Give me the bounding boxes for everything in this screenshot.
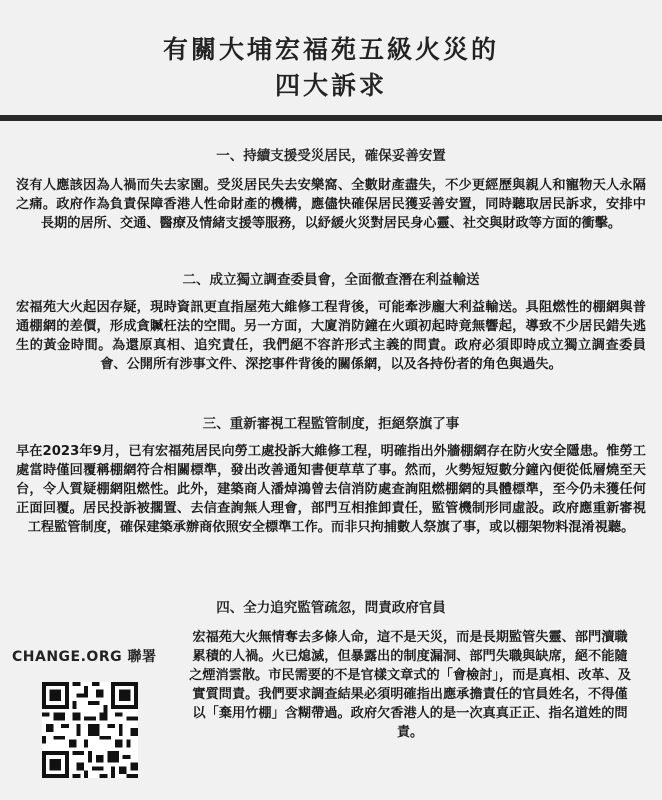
section-4-body: 宏福苑大火無情奪去多條人命，這不是天災，而是長期監管失靈、部門瀆職累積的人禍。火已熄滅，但暴露出的制度漏洞、部門失職與缺席，絕不能隨之煙消雲散。市民需要的不是官樣文章式的「會檢討」，而是真相、改革、及實質問責。我們要求調查結果必須明確指出應承擔責任的官員姓名，不得僅以「棄用竹棚」含糊帶過。政府欠香港人的是一次真真正正、指名道姓的問責。 [189, 630, 631, 740]
title-line-1: 有關大埔宏福苑五級火災的 [162, 35, 499, 64]
section-2-heading: 二、成立獨立調查委員會，全面徹查潛在利益輸送 [182, 272, 480, 288]
section-3-heading: 三、重新審視工程監管制度，拒絕祭旗了事 [202, 416, 460, 432]
petition-panel [8, 640, 178, 800]
change-org-label: CHANGE.ORG 聯署 [12, 649, 157, 665]
section-3-body: 早在2023年9月，已有宏福苑居民向勞工處投訴大維修工程，明確指出外牆棚網存在防火安全隱患。惟勞工處當時僅回覆稱棚網符合相關標準，發出改善通知書便草草了事。然而，火勢短短數分鐘內便從低層燒至天台，令人質疑棚網阻燃性。此外，建築商人潘焯鴻曾去信消防處查詢阻燃棚網的具體標準，至今仍未獲任何正面回覆。居民投訴被擱置、去信查詢無人理會，部門互相推卸責任，監管機制形同虛設。政府應重新審視工程監管制度，確保建築承辦商依照安全標準工作。而非只拘捕數人祭旗了事，或以棚架物料混淆視聽。 [16, 444, 646, 535]
section-2-body: 宏福苑大火起因存疑，現時資訊更直指屋苑大維修工程背後，可能牽涉龐大利益輸送。具阻燃性的棚網與普通棚網的差價，形成貪贓枉法的空間。另一方面，大廈消防鐘在火頭初起時竟無響起，導致不少居民錯失逃生的黃金時間。為還原真相、追究責任，我們絕不容許形式主義的問責。政府必須即時成立獨立調查委員會、公開所有涉事文件、深挖事件背後的關係網，以及各持份者的角色與過失。 [16, 300, 646, 372]
section-1-heading: 一、持續支援受災居民，確保妥善安置 [216, 148, 446, 164]
section-1-body: 沒有人應該因為人禍而失去家園。受災居民失去安樂窩、全數財產盡失，不少更經歷與親人和寵物天人永隔之痛。政府作為負責保障香港人性命財產的機構，應儘快確保居民獲妥善安置，同時聽取居民訴求，安排中長期的居所、交通、醫療及情緒支援等服務，以紓緩火災對居民身心靈、社交與財政等方面的衝擊。 [16, 178, 646, 231]
title-line-2: 四大訴求 [274, 71, 387, 100]
qr-code-icon[interactable] [42, 682, 138, 778]
section-4-heading: 四、全力追究監管疏忽，問責政府官員 [216, 600, 446, 616]
title-divider [0, 115, 662, 121]
